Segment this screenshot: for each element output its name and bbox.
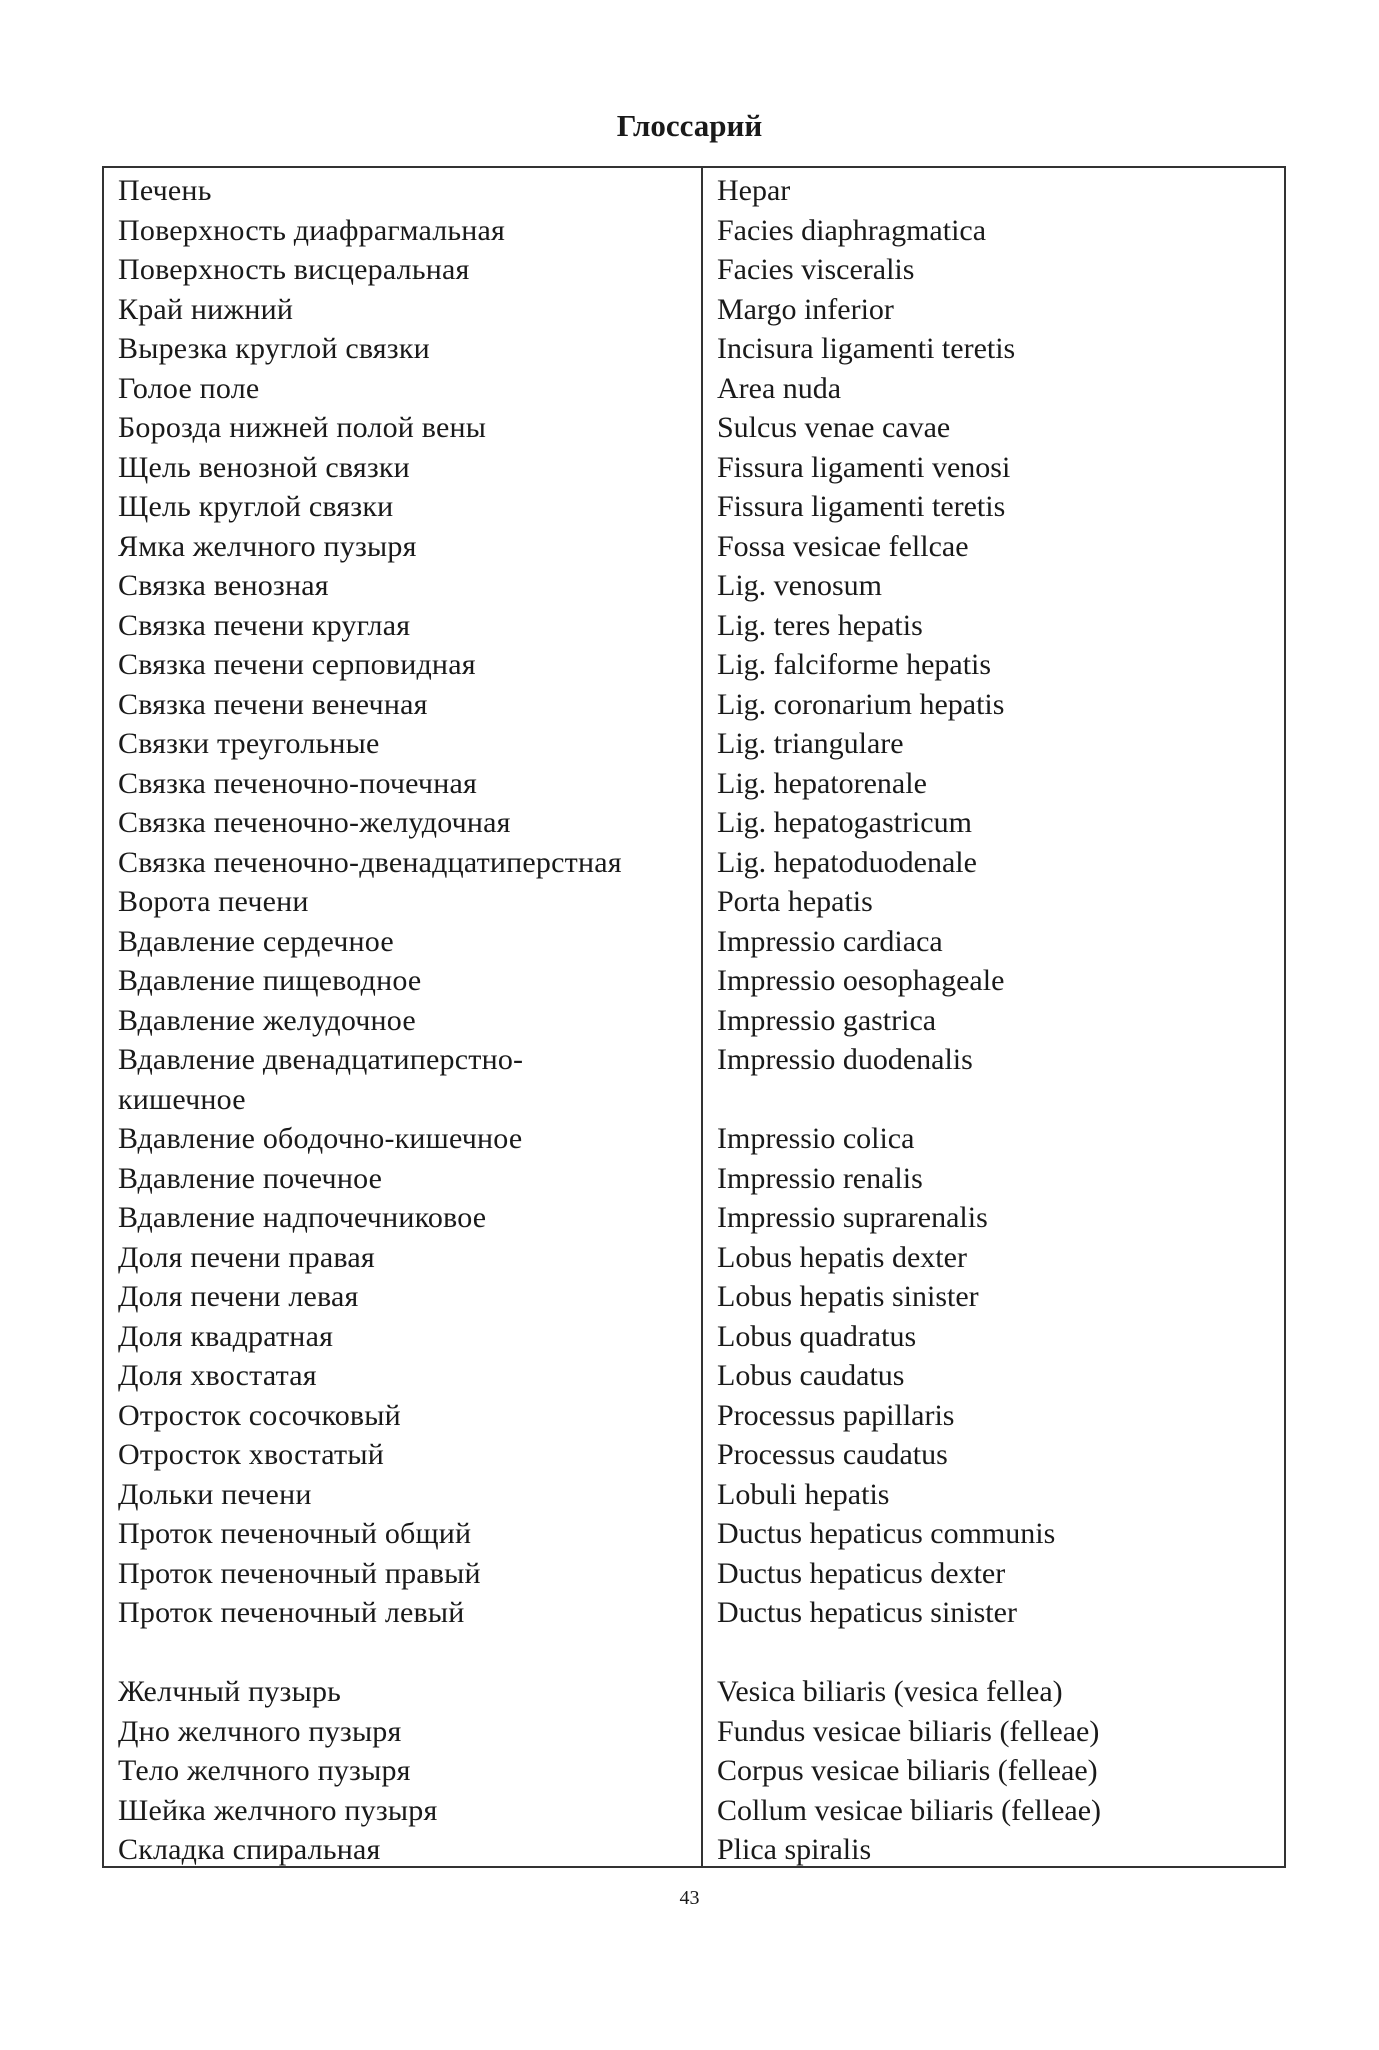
russian-term: Доля печени правая (118, 1240, 375, 1274)
russian-term: Печень (118, 174, 212, 207)
russian-term: Проток печеночный общий (118, 1517, 472, 1550)
latin-term: Fissura ligamenti teretis (717, 490, 1006, 523)
russian-term: Связка печеночно-двенадцатиперстная (118, 845, 622, 879)
russian-term: Борозда нижней полой вены (118, 411, 487, 444)
latin-term: Margo inferior (717, 292, 894, 326)
russian-term: Тело желчного пузыря (118, 1754, 411, 1787)
latin-term: Plica spiralis (717, 1833, 872, 1866)
russian-term: Связки треугольные (118, 727, 380, 760)
glossary-table (102, 166, 1286, 1868)
latin-term: Fossa vesicae fellcae (717, 529, 969, 563)
latin-term: Impressio cardiaca (717, 924, 943, 958)
russian-term: Поверхность висцеральная (118, 253, 470, 286)
latin-term: Impressio colica (717, 1122, 915, 1155)
russian-term: Щель круглой связки (118, 490, 394, 523)
russian-term: Отросток сосочковый (118, 1398, 401, 1432)
latin-term: Impressio renalis (717, 1161, 923, 1195)
latin-term: Impressio oesophageale (717, 964, 1005, 997)
russian-term: Вдавление ободочно-кишечное (118, 1122, 523, 1155)
russian-term: Шейка желчного пузыря (118, 1793, 438, 1827)
russian-term: Дольки печени (118, 1477, 312, 1511)
russian-term: Связка печени круглая (118, 608, 411, 642)
latin-term: Lig. hepatoduodenale (717, 845, 977, 879)
latin-term: Impressio gastrica (717, 1003, 937, 1037)
latin-term: Collum vesicae biliaris (felleae) (717, 1793, 1102, 1827)
russian-term: Доля квадратная (118, 1319, 334, 1353)
latin-term: Impressio duodenalis (717, 1043, 973, 1076)
latin-term: Fundus vesicae biliaris (felleae) (717, 1714, 1100, 1748)
russian-term: Дно желчного пузыря (118, 1714, 402, 1748)
latin-term: Lig. coronarium hepatis (717, 687, 1005, 721)
latin-term: Lig. hepatorenale (717, 766, 927, 800)
latin-term: Ductus hepaticus communis (717, 1517, 1056, 1550)
latin-term: Lig. hepatogastricum (717, 806, 972, 839)
latin-term: Hepar (717, 174, 791, 207)
russian-term: Доля печени левая (118, 1280, 359, 1313)
russian-term: Ворота печени (118, 885, 309, 918)
column-divider (701, 168, 703, 1866)
russian-term: Доля хвостатая (118, 1359, 317, 1392)
latin-term: Lobus quadratus (717, 1319, 917, 1353)
page-number: 43 (679, 1887, 700, 1909)
latin-term: Lobuli hepatis (717, 1477, 890, 1511)
russian-term: Ямка желчного пузыря (118, 529, 417, 563)
latin-term: Lig. venosum (717, 569, 882, 602)
latin-term: Lobus caudatus (717, 1359, 905, 1392)
russian-term: Связка печени серповидная (118, 648, 476, 681)
latin-term: Porta hepatis (717, 885, 873, 918)
russian-term: Вдавление почечное (118, 1161, 383, 1195)
russian-term: Проток печеночный правый (118, 1556, 481, 1590)
russian-term: Связка печени венечная (118, 687, 428, 721)
latin-terms-column (717, 171, 1277, 1870)
latin-term (717, 1633, 1277, 1673)
latin-term: Facies visceralis (717, 253, 915, 286)
russian-term: Поверхность диафрагмальная (118, 213, 506, 247)
russian-term: Вдавление надпочечниковое (118, 1201, 487, 1234)
latin-term: Ductus hepaticus sinister (717, 1596, 1017, 1629)
russian-term: Связка печеночно-почечная (118, 766, 477, 800)
russian-term: Вдавление желудочное (118, 1003, 416, 1037)
russian-term: Проток печеночный левый (118, 1596, 465, 1629)
russian-term: Вырезка круглой связки (118, 332, 430, 365)
latin-term: Fissura ligamenti venosi (717, 450, 1011, 484)
latin-term: Lig. teres hepatis (717, 608, 923, 642)
latin-term: Corpus vesicae biliaris (felleae) (717, 1754, 1098, 1787)
latin-term: Lobus hepatis sinister (717, 1280, 979, 1313)
russian-term: Вдавление двенадцатиперстно- (118, 1043, 524, 1076)
russian-term (118, 1633, 693, 1673)
latin-term: Lobus hepatis dexter (717, 1240, 967, 1274)
latin-term: Processus papillaris (717, 1398, 955, 1432)
russian-term: кишечное (118, 1082, 246, 1116)
russian-term: Отросток хвостатый (118, 1438, 384, 1471)
latin-term: Facies diaphragmatica (717, 213, 987, 247)
russian-term: Связка венозная (118, 569, 329, 602)
latin-term: Area nuda (717, 371, 842, 405)
page-title: Глоссарий (616, 108, 763, 143)
russian-term: Вдавление сердечное (118, 924, 394, 958)
latin-term: Lig. triangulare (717, 727, 904, 760)
latin-term: Incisura ligamenti teretis (717, 332, 1016, 365)
russian-term: Складка спиральная (118, 1833, 381, 1866)
latin-term (717, 1080, 1277, 1120)
latin-term: Lig. falciforme hepatis (717, 648, 992, 681)
latin-term: Processus caudatus (717, 1438, 948, 1471)
russian-term: Край нижний (118, 292, 294, 326)
latin-term: Vesica biliaris (vesica fellea) (717, 1675, 1063, 1708)
russian-term: Связка печеночно-желудочная (118, 806, 511, 839)
russian-term: Щель венозной связки (118, 450, 410, 484)
latin-term: Ductus hepaticus dexter (717, 1556, 1006, 1590)
russian-term: Желчный пузырь (118, 1675, 342, 1708)
latin-term: Sulcus venae cavae (717, 411, 951, 444)
latin-term: Impressio suprarenalis (717, 1201, 988, 1234)
russian-terms-column (118, 171, 693, 1870)
russian-term: Вдавление пищеводное (118, 964, 422, 997)
russian-term: Голое поле (118, 371, 260, 405)
